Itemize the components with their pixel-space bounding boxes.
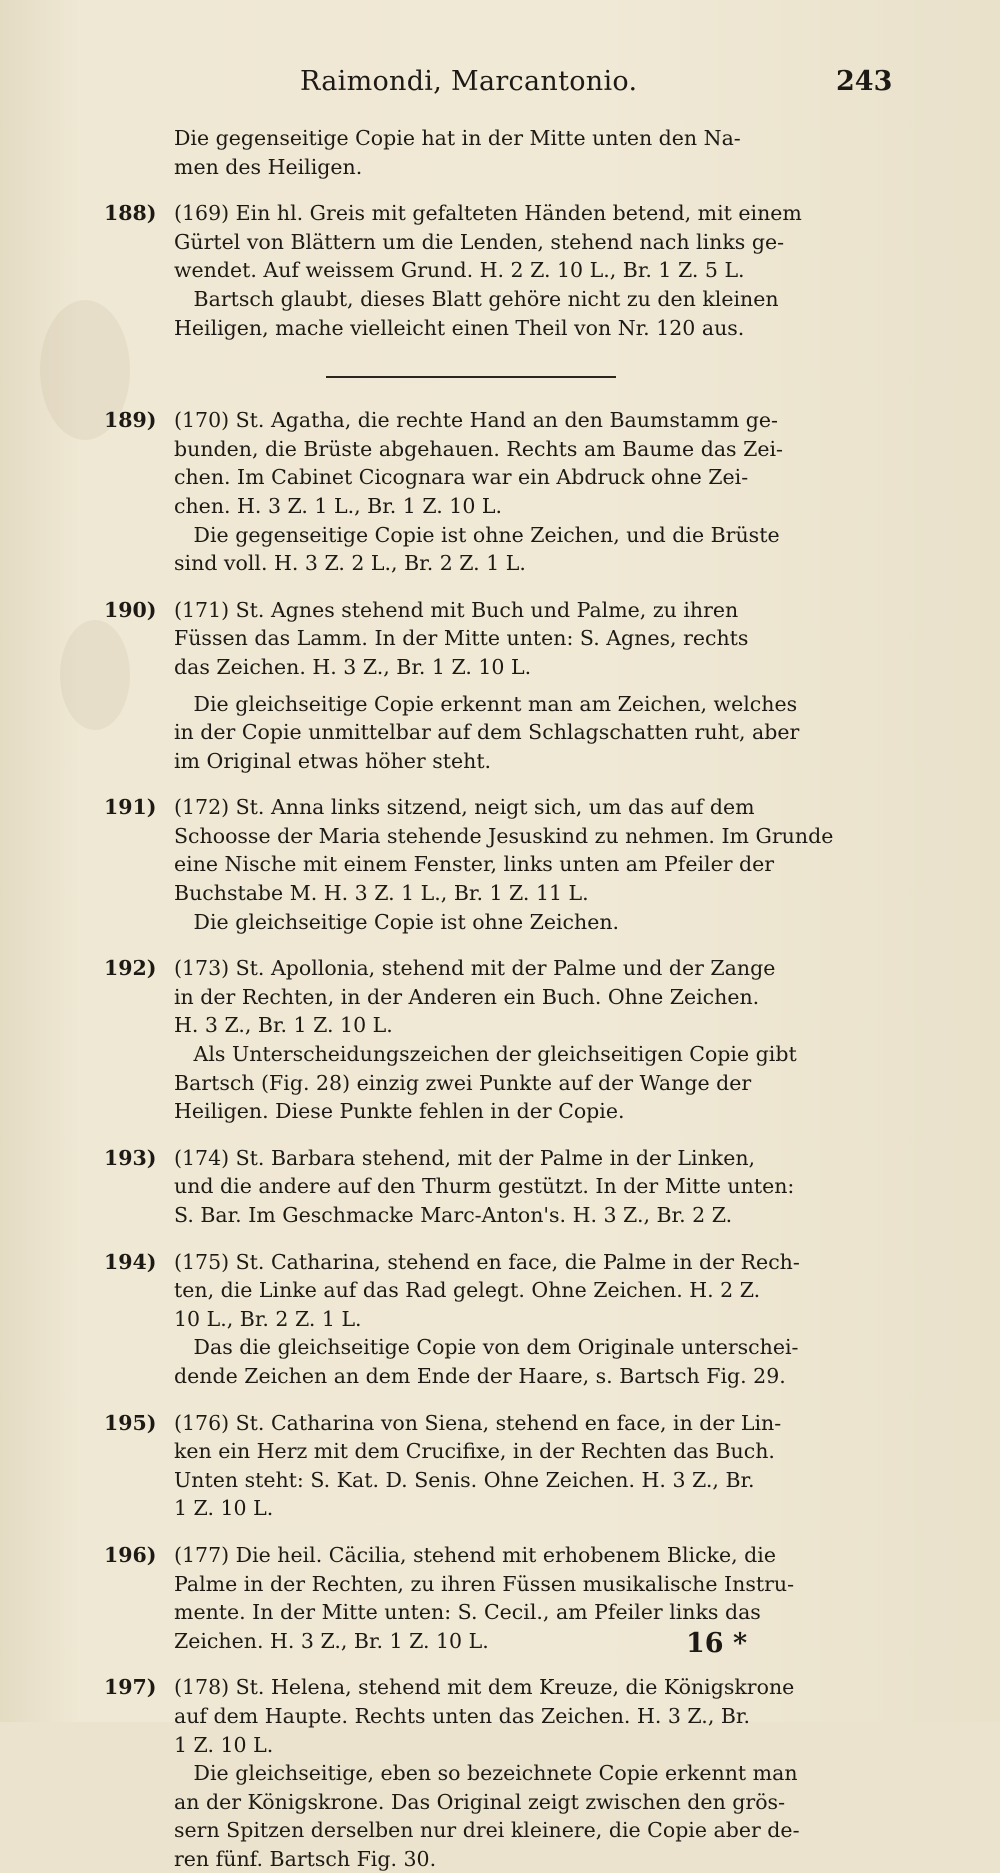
entry-number: 190) xyxy=(104,597,157,622)
entry-note xyxy=(104,1759,894,1873)
text-line: Als Unterscheidungszeichen der gleichseitigen Copie gibt xyxy=(174,1042,797,1067)
text-line: Bartsch glaubt, dieses Blatt gehöre nicht zu den kleinen xyxy=(174,286,779,311)
text-line: S. Bar. Im Geschmacke Marc-Anton's. H. 3 Z., Br. 2 Z. xyxy=(174,1203,733,1227)
entry-number: 192) xyxy=(104,956,157,981)
text-line: 1 Z. 10 L. xyxy=(174,1732,274,1757)
running-title: Raimondi, Marcantonio. xyxy=(300,66,638,97)
text-line: dende Zeichen an dem Ende der Haare, s. Bartsch Fig. 29. xyxy=(174,1363,786,1388)
text-line: ten, die Linke auf das Rad gelegt. Ohne Zeichen. H. 2 Z. xyxy=(174,1278,761,1303)
entry-note xyxy=(104,1333,894,1390)
entry-number: 191) xyxy=(104,795,157,820)
text-line: Das die gleichseitige Copie von dem Originale unterschei- xyxy=(174,1335,799,1360)
text-line: Unten steht: S. Kat. D. Senis. Ohne Zeichen. H. 3 Z., Br. xyxy=(174,1467,755,1492)
text-line: Die gleichseitige, eben so bezeichnete Copie erkennt man xyxy=(174,1761,798,1786)
text-line: (171) St. Agnes stehend mit Buch und Palme, zu ihren xyxy=(174,597,739,622)
text-line: das Zeichen. H. 3 Z., Br. 1 Z. 10 L. xyxy=(174,654,532,679)
page-header xyxy=(0,58,1000,104)
entry-number: 188) xyxy=(104,201,157,226)
text-line: (176) St. Catharina von Siena, stehend en face, in der Lin- xyxy=(174,1410,782,1435)
text-line: H. 3 Z., Br. 1 Z. 10 L. xyxy=(174,1013,393,1038)
catalogue-entry-197 xyxy=(104,1673,894,1873)
text-line: wendet. Auf weissem Grund. H. 2 Z. 10 L., Br. 1 Z. 5 L. xyxy=(174,258,745,283)
text-line: Die gleichseitige Copie erkennt man am Zeichen, welches xyxy=(174,691,798,716)
text-line: Gürtel von Blättern um die Lenden, stehend nach links ge- xyxy=(174,229,785,254)
entry-note xyxy=(104,690,894,776)
text-line: bunden, die Brüste abgehauen. Rechts am Baume das Zei- xyxy=(174,436,783,461)
text-line: 10 L., Br. 2 Z. 1 L. xyxy=(174,1306,362,1331)
text-line: ken ein Herz mit dem Crucifixe, in der Rechten das Buch. xyxy=(174,1439,775,1464)
text-line: sern Spitzen derselben nur drei kleinere, die Copie aber de- xyxy=(174,1818,800,1843)
text-line: (170) St. Agatha, die rechte Hand an den Baumstamm ge- xyxy=(174,408,778,433)
catalogue-entry-188 xyxy=(104,199,894,342)
text-line: eine Nische mit einem Fenster, links unten am Pfeiler der xyxy=(174,852,775,877)
text-line: mente. In der Mitte unten: S. Cecil., am Pfeiler links das xyxy=(174,1600,761,1625)
catalogue-text xyxy=(104,124,894,1873)
text-line: Zeichen. H. 3 Z., Br. 1 Z. 10 L. xyxy=(174,1628,489,1653)
catalogue-entry-189 xyxy=(104,406,894,578)
entry-number: 196) xyxy=(104,1542,157,1567)
entry-note xyxy=(104,521,894,578)
text-line: ren fünf. Bartsch Fig. 30. xyxy=(174,1846,437,1871)
catalogue-entry-194 xyxy=(104,1248,894,1391)
catalogue-entry-193 xyxy=(104,1144,894,1230)
text-line: (178) St. Helena, stehend mit dem Kreuze, die Königskrone xyxy=(174,1675,795,1700)
entry-number: 197) xyxy=(104,1675,157,1700)
catalogue-entry-190 xyxy=(104,596,894,776)
text-line: sind voll. H. 3 Z. 2 L., Br. 2 Z. 1 L. xyxy=(174,551,526,576)
catalogue-entry-192 xyxy=(104,954,894,1126)
catalogue-entry-191 xyxy=(104,793,894,936)
text-line: Die gegenseitige Copie ist ohne Zeichen, und die Brüste xyxy=(174,522,780,547)
text-line: Füssen das Lamm. In der Mitte unten: S. Agnes, rechts xyxy=(174,626,749,651)
text-line: (175) St. Catharina, stehend en face, die Palme in der Rech- xyxy=(174,1249,800,1274)
text-line: Heiligen, mache vielleicht einen Theil von Nr. 120 aus. xyxy=(174,315,745,340)
text-line: und die andere auf den Thurm gestützt. In der Mitte unten: xyxy=(174,1174,795,1199)
text-line: Schoosse der Maria stehende Jesuskind zu nehmen. Im Grunde xyxy=(174,823,834,848)
text-line: chen. H. 3 Z. 1 L., Br. 1 Z. 10 L. xyxy=(174,493,503,518)
text-line: Die gleichseitige Copie ist ohne Zeichen. xyxy=(174,909,620,934)
text-line: Palme in der Rechten, zu ihren Füssen musikalische Instru- xyxy=(174,1571,795,1596)
page-number: 243 xyxy=(836,66,893,97)
entry-number: 195) xyxy=(104,1410,157,1435)
text-line: in der Copie unmittelbar auf dem Schlagschatten ruht, aber xyxy=(174,720,800,745)
signature-mark: 16 * xyxy=(686,1628,748,1659)
text-line: men des Heiligen. xyxy=(174,154,363,179)
text-line: auf dem Haupte. Rechts unten das Zeichen. H. 3 Z., Br. xyxy=(174,1703,750,1728)
text-line: an der Königskrone. Das Original zeigt zwischen den grös- xyxy=(174,1789,785,1814)
section-divider xyxy=(326,376,616,378)
text-line: (173) St. Apollonia, stehend mit der Palme und der Zange xyxy=(174,956,776,981)
text-line: (169) Ein hl. Greis mit gefalteten Händen betend, mit einem xyxy=(174,201,802,226)
text-line: in der Rechten, in der Anderen ein Buch. Ohne Zeichen. xyxy=(174,984,760,1009)
text-line: Heiligen. Diese Punkte fehlen in der Copie. xyxy=(174,1099,625,1124)
catalogue-entry-195 xyxy=(104,1409,894,1523)
text-line: chen. Im Cabinet Cicognara war ein Abdruck ohne Zei- xyxy=(174,465,749,490)
text-line: 1 Z. 10 L. xyxy=(174,1496,274,1521)
intro-paragraph xyxy=(104,124,894,181)
text-line: Bartsch (Fig. 28) einzig zwei Punkte auf der Wange der xyxy=(174,1070,752,1095)
text-line: (172) St. Anna links sitzend, neigt sich, um das auf dem xyxy=(174,795,755,820)
entry-number: 189) xyxy=(104,408,157,433)
entry-number: 193) xyxy=(104,1145,157,1170)
entry-note xyxy=(104,1040,894,1126)
text-line: (174) St. Barbara stehend, mit der Palme in der Linken, xyxy=(174,1145,756,1170)
text-line: im Original etwas höher steht. xyxy=(174,748,492,773)
entry-note xyxy=(104,908,894,937)
entry-number: 194) xyxy=(104,1249,157,1274)
catalogue-entry-196 xyxy=(104,1541,894,1655)
text-line: Buchstabe M. H. 3 Z. 1 L., Br. 1 Z. 11 L. xyxy=(174,881,589,906)
text-line: Die gegenseitige Copie hat in der Mitte unten den Na- xyxy=(174,126,741,150)
text-line: (177) Die heil. Cäcilia, stehend mit erhobenem Blicke, die xyxy=(174,1542,776,1567)
